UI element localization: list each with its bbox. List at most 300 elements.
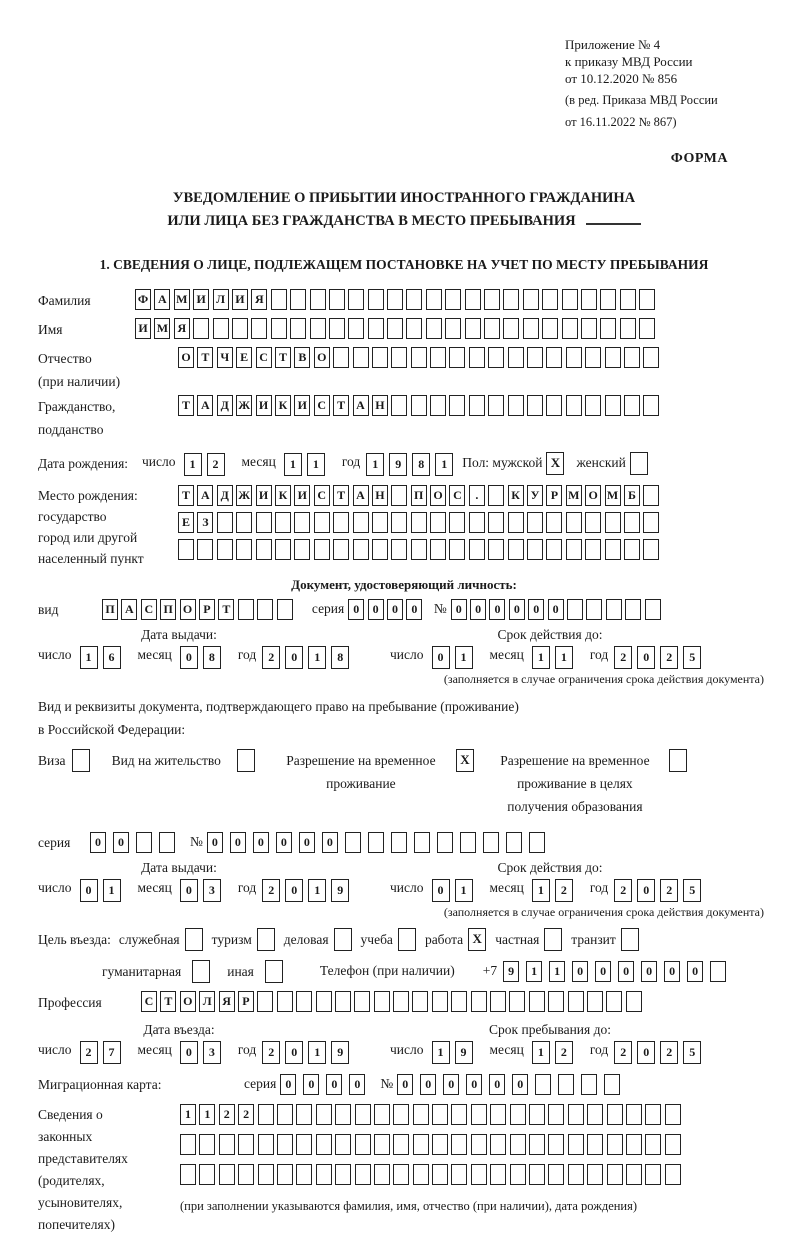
char-cell[interactable] bbox=[568, 1134, 584, 1155]
char-cell[interactable] bbox=[414, 832, 430, 853]
char-cell[interactable]: И bbox=[294, 485, 310, 506]
char-cell[interactable] bbox=[277, 599, 293, 620]
char-cell[interactable] bbox=[587, 1134, 603, 1155]
char-cell[interactable] bbox=[643, 485, 659, 506]
char-cell[interactable] bbox=[411, 347, 427, 368]
char-cell[interactable] bbox=[567, 599, 583, 620]
char-cell[interactable] bbox=[199, 1134, 215, 1155]
char-cell[interactable]: О bbox=[585, 485, 601, 506]
char-cell[interactable] bbox=[449, 395, 465, 416]
char-cell[interactable] bbox=[665, 1134, 681, 1155]
char-cell[interactable] bbox=[625, 599, 641, 620]
char-cell[interactable]: 2 bbox=[219, 1104, 235, 1125]
char-cell[interactable] bbox=[411, 512, 427, 533]
char-cell[interactable] bbox=[527, 347, 543, 368]
char-cell[interactable] bbox=[432, 1104, 448, 1125]
char-cell[interactable] bbox=[159, 832, 175, 853]
char-cell[interactable] bbox=[643, 539, 659, 560]
char-cell[interactable]: 9 bbox=[389, 453, 407, 476]
char-cell[interactable] bbox=[411, 395, 427, 416]
char-cell[interactable]: А bbox=[121, 599, 137, 620]
char-cell[interactable] bbox=[275, 512, 291, 533]
char-cell[interactable] bbox=[510, 1164, 526, 1185]
char-cell[interactable]: 6 bbox=[103, 646, 121, 669]
char-cell[interactable] bbox=[568, 1104, 584, 1125]
char-cell[interactable]: 0 bbox=[80, 879, 98, 902]
char-cell[interactable] bbox=[665, 1164, 681, 1185]
char-cell[interactable] bbox=[310, 318, 326, 339]
char-cell[interactable] bbox=[605, 512, 621, 533]
char-cell[interactable] bbox=[562, 318, 578, 339]
char-cell[interactable]: Р bbox=[199, 599, 215, 620]
char-cell[interactable] bbox=[368, 289, 384, 310]
char-cell[interactable] bbox=[353, 512, 369, 533]
char-cell[interactable] bbox=[506, 832, 522, 853]
char-cell[interactable]: 2 bbox=[614, 1041, 632, 1064]
char-cell[interactable] bbox=[469, 395, 485, 416]
char-cell[interactable] bbox=[529, 1104, 545, 1125]
char-cell[interactable]: 8 bbox=[412, 453, 430, 476]
char-cell[interactable] bbox=[294, 512, 310, 533]
char-cell[interactable] bbox=[329, 289, 345, 310]
char-cell[interactable]: 1 bbox=[532, 1041, 550, 1064]
char-cell[interactable]: О bbox=[430, 485, 446, 506]
char-cell[interactable]: 0 bbox=[572, 961, 588, 982]
char-cell[interactable]: 0 bbox=[470, 599, 486, 620]
char-cell[interactable] bbox=[333, 539, 349, 560]
char-cell[interactable]: 0 bbox=[322, 832, 338, 853]
char-cell[interactable] bbox=[316, 991, 332, 1012]
char-cell[interactable] bbox=[643, 395, 659, 416]
char-cell[interactable] bbox=[430, 395, 446, 416]
char-cell[interactable]: . bbox=[469, 485, 485, 506]
char-cell[interactable] bbox=[620, 289, 636, 310]
char-cell[interactable] bbox=[426, 289, 442, 310]
char-cell[interactable] bbox=[413, 1134, 429, 1155]
char-cell[interactable] bbox=[374, 1104, 390, 1125]
char-cell[interactable] bbox=[471, 1104, 487, 1125]
char-cell[interactable] bbox=[445, 289, 461, 310]
char-cell[interactable] bbox=[585, 512, 601, 533]
char-cell[interactable]: Р bbox=[238, 991, 254, 1012]
char-cell[interactable]: 1 bbox=[532, 646, 550, 669]
char-cell[interactable] bbox=[333, 512, 349, 533]
char-cell[interactable]: 9 bbox=[331, 1041, 349, 1064]
char-cell[interactable]: 0 bbox=[207, 832, 223, 853]
char-cell[interactable]: И bbox=[135, 318, 151, 339]
visa-checkbox[interactable] bbox=[72, 749, 90, 772]
char-cell[interactable] bbox=[529, 991, 545, 1012]
purpose-private-checkbox[interactable] bbox=[544, 928, 562, 951]
char-cell[interactable] bbox=[449, 539, 465, 560]
char-cell[interactable]: 2 bbox=[262, 646, 280, 669]
char-cell[interactable] bbox=[290, 289, 306, 310]
char-cell[interactable]: Ж bbox=[236, 485, 252, 506]
char-cell[interactable] bbox=[391, 485, 407, 506]
char-cell[interactable]: 0 bbox=[397, 1074, 413, 1095]
char-cell[interactable] bbox=[488, 539, 504, 560]
char-cell[interactable] bbox=[296, 1104, 312, 1125]
purpose-humanitarian-checkbox[interactable] bbox=[192, 960, 210, 983]
char-cell[interactable] bbox=[490, 991, 506, 1012]
char-cell[interactable]: Т bbox=[218, 599, 234, 620]
char-cell[interactable] bbox=[368, 318, 384, 339]
sex-female-checkbox[interactable] bbox=[630, 452, 648, 475]
char-cell[interactable] bbox=[527, 512, 543, 533]
char-cell[interactable]: Т bbox=[160, 991, 176, 1012]
char-cell[interactable] bbox=[217, 512, 233, 533]
char-cell[interactable] bbox=[391, 832, 407, 853]
char-cell[interactable] bbox=[256, 512, 272, 533]
char-cell[interactable]: Н bbox=[372, 485, 388, 506]
char-cell[interactable] bbox=[607, 1134, 623, 1155]
char-cell[interactable] bbox=[585, 395, 601, 416]
char-cell[interactable] bbox=[232, 318, 248, 339]
char-cell[interactable]: 0 bbox=[90, 832, 106, 853]
char-cell[interactable]: И bbox=[294, 395, 310, 416]
char-cell[interactable] bbox=[624, 395, 640, 416]
char-cell[interactable] bbox=[460, 832, 476, 853]
char-cell[interactable] bbox=[238, 1164, 254, 1185]
char-cell[interactable] bbox=[510, 1104, 526, 1125]
char-cell[interactable]: 7 bbox=[103, 1041, 121, 1064]
char-cell[interactable] bbox=[508, 347, 524, 368]
char-cell[interactable] bbox=[412, 991, 428, 1012]
char-cell[interactable] bbox=[251, 318, 267, 339]
char-cell[interactable] bbox=[523, 289, 539, 310]
char-cell[interactable]: 8 bbox=[331, 646, 349, 669]
char-cell[interactable]: 0 bbox=[387, 599, 403, 620]
char-cell[interactable]: 0 bbox=[528, 599, 544, 620]
char-cell[interactable]: Л bbox=[199, 991, 215, 1012]
char-cell[interactable] bbox=[471, 991, 487, 1012]
char-cell[interactable] bbox=[430, 512, 446, 533]
char-cell[interactable] bbox=[527, 539, 543, 560]
char-cell[interactable]: И bbox=[232, 289, 248, 310]
char-cell[interactable] bbox=[391, 347, 407, 368]
char-cell[interactable]: 2 bbox=[207, 453, 225, 476]
char-cell[interactable]: 1 bbox=[199, 1104, 215, 1125]
char-cell[interactable] bbox=[510, 1134, 526, 1155]
char-cell[interactable] bbox=[546, 395, 562, 416]
char-cell[interactable] bbox=[665, 1104, 681, 1125]
char-cell[interactable] bbox=[406, 318, 422, 339]
char-cell[interactable] bbox=[258, 1164, 274, 1185]
char-cell[interactable]: 0 bbox=[326, 1074, 342, 1095]
char-cell[interactable] bbox=[585, 539, 601, 560]
char-cell[interactable] bbox=[393, 1164, 409, 1185]
char-cell[interactable]: Е bbox=[236, 347, 252, 368]
char-cell[interactable]: К bbox=[275, 485, 291, 506]
char-cell[interactable]: Я bbox=[251, 289, 267, 310]
char-cell[interactable] bbox=[523, 318, 539, 339]
char-cell[interactable] bbox=[451, 991, 467, 1012]
char-cell[interactable] bbox=[645, 1104, 661, 1125]
char-cell[interactable] bbox=[355, 1164, 371, 1185]
char-cell[interactable] bbox=[581, 1074, 597, 1095]
char-cell[interactable] bbox=[508, 395, 524, 416]
char-cell[interactable] bbox=[296, 1134, 312, 1155]
char-cell[interactable]: 2 bbox=[238, 1104, 254, 1125]
char-cell[interactable] bbox=[587, 1164, 603, 1185]
char-cell[interactable] bbox=[372, 347, 388, 368]
char-cell[interactable] bbox=[607, 1164, 623, 1185]
char-cell[interactable] bbox=[271, 289, 287, 310]
char-cell[interactable] bbox=[581, 289, 597, 310]
char-cell[interactable] bbox=[199, 1164, 215, 1185]
char-cell[interactable]: Б bbox=[624, 485, 640, 506]
char-cell[interactable] bbox=[626, 1134, 642, 1155]
char-cell[interactable] bbox=[488, 485, 504, 506]
char-cell[interactable] bbox=[604, 1074, 620, 1095]
char-cell[interactable] bbox=[316, 1104, 332, 1125]
char-cell[interactable]: 2 bbox=[555, 1041, 573, 1064]
char-cell[interactable]: 9 bbox=[503, 961, 519, 982]
char-cell[interactable] bbox=[465, 318, 481, 339]
char-cell[interactable] bbox=[354, 991, 370, 1012]
char-cell[interactable] bbox=[393, 1104, 409, 1125]
char-cell[interactable] bbox=[566, 512, 582, 533]
char-cell[interactable] bbox=[277, 1134, 293, 1155]
char-cell[interactable] bbox=[488, 395, 504, 416]
char-cell[interactable] bbox=[355, 1104, 371, 1125]
char-cell[interactable] bbox=[529, 1134, 545, 1155]
temp-residence-education-checkbox[interactable] bbox=[669, 749, 687, 772]
char-cell[interactable] bbox=[257, 991, 273, 1012]
char-cell[interactable] bbox=[430, 347, 446, 368]
char-cell[interactable] bbox=[624, 512, 640, 533]
char-cell[interactable] bbox=[605, 347, 621, 368]
char-cell[interactable] bbox=[503, 318, 519, 339]
char-cell[interactable] bbox=[626, 1104, 642, 1125]
char-cell[interactable] bbox=[626, 991, 642, 1012]
char-cell[interactable] bbox=[639, 318, 655, 339]
char-cell[interactable]: 0 bbox=[368, 599, 384, 620]
char-cell[interactable]: 0 bbox=[420, 1074, 436, 1095]
char-cell[interactable]: 2 bbox=[614, 646, 632, 669]
char-cell[interactable] bbox=[258, 1134, 274, 1155]
char-cell[interactable] bbox=[271, 318, 287, 339]
char-cell[interactable]: 9 bbox=[455, 1041, 473, 1064]
char-cell[interactable]: Ж bbox=[236, 395, 252, 416]
char-cell[interactable] bbox=[353, 539, 369, 560]
char-cell[interactable] bbox=[566, 347, 582, 368]
char-cell[interactable] bbox=[548, 1104, 564, 1125]
purpose-other-checkbox[interactable] bbox=[265, 960, 283, 983]
char-cell[interactable]: 1 bbox=[455, 879, 473, 902]
char-cell[interactable]: 0 bbox=[180, 646, 198, 669]
char-cell[interactable]: Т bbox=[178, 395, 194, 416]
char-cell[interactable] bbox=[566, 539, 582, 560]
char-cell[interactable]: 0 bbox=[664, 961, 680, 982]
char-cell[interactable]: А bbox=[197, 395, 213, 416]
char-cell[interactable] bbox=[329, 318, 345, 339]
char-cell[interactable] bbox=[335, 1134, 351, 1155]
char-cell[interactable]: 0 bbox=[299, 832, 315, 853]
char-cell[interactable]: М bbox=[566, 485, 582, 506]
char-cell[interactable]: П bbox=[160, 599, 176, 620]
char-cell[interactable]: А bbox=[197, 485, 213, 506]
char-cell[interactable]: 1 bbox=[184, 453, 202, 476]
char-cell[interactable]: 1 bbox=[308, 1041, 326, 1064]
char-cell[interactable]: 0 bbox=[548, 599, 564, 620]
char-cell[interactable] bbox=[503, 289, 519, 310]
char-cell[interactable] bbox=[391, 395, 407, 416]
char-cell[interactable] bbox=[406, 289, 422, 310]
residence-permit-checkbox[interactable] bbox=[237, 749, 255, 772]
char-cell[interactable] bbox=[413, 1104, 429, 1125]
char-cell[interactable] bbox=[348, 289, 364, 310]
char-cell[interactable] bbox=[585, 347, 601, 368]
char-cell[interactable] bbox=[294, 539, 310, 560]
char-cell[interactable] bbox=[316, 1134, 332, 1155]
char-cell[interactable]: 1 bbox=[435, 453, 453, 476]
char-cell[interactable]: 0 bbox=[303, 1074, 319, 1095]
purpose-tourism-checkbox[interactable] bbox=[257, 928, 275, 951]
char-cell[interactable] bbox=[490, 1164, 506, 1185]
char-cell[interactable] bbox=[586, 599, 602, 620]
char-cell[interactable]: И bbox=[256, 485, 272, 506]
char-cell[interactable]: 0 bbox=[285, 646, 303, 669]
char-cell[interactable]: Т bbox=[333, 395, 349, 416]
char-cell[interactable]: А bbox=[353, 485, 369, 506]
char-cell[interactable] bbox=[643, 347, 659, 368]
char-cell[interactable]: 2 bbox=[614, 879, 632, 902]
char-cell[interactable] bbox=[277, 1164, 293, 1185]
char-cell[interactable]: 0 bbox=[432, 646, 450, 669]
char-cell[interactable] bbox=[314, 539, 330, 560]
purpose-official-checkbox[interactable] bbox=[185, 928, 203, 951]
char-cell[interactable] bbox=[535, 1074, 551, 1095]
char-cell[interactable] bbox=[430, 539, 446, 560]
char-cell[interactable]: 1 bbox=[526, 961, 542, 982]
char-cell[interactable]: 0 bbox=[512, 1074, 528, 1095]
char-cell[interactable]: 2 bbox=[262, 1041, 280, 1064]
char-cell[interactable]: М bbox=[154, 318, 170, 339]
char-cell[interactable] bbox=[180, 1164, 196, 1185]
char-cell[interactable] bbox=[445, 318, 461, 339]
char-cell[interactable]: Я bbox=[174, 318, 190, 339]
char-cell[interactable] bbox=[316, 1164, 332, 1185]
char-cell[interactable]: К bbox=[275, 395, 291, 416]
char-cell[interactable]: С bbox=[141, 991, 157, 1012]
char-cell[interactable]: П bbox=[411, 485, 427, 506]
char-cell[interactable]: 0 bbox=[489, 1074, 505, 1095]
char-cell[interactable]: Я bbox=[219, 991, 235, 1012]
char-cell[interactable]: Т bbox=[178, 485, 194, 506]
char-cell[interactable]: 1 bbox=[555, 646, 573, 669]
char-cell[interactable]: З bbox=[197, 512, 213, 533]
char-cell[interactable]: Е bbox=[178, 512, 194, 533]
char-cell[interactable]: У bbox=[527, 485, 543, 506]
char-cell[interactable]: А bbox=[353, 395, 369, 416]
char-cell[interactable] bbox=[484, 289, 500, 310]
char-cell[interactable] bbox=[178, 539, 194, 560]
char-cell[interactable] bbox=[393, 991, 409, 1012]
char-cell[interactable] bbox=[277, 991, 293, 1012]
char-cell[interactable]: О bbox=[314, 347, 330, 368]
char-cell[interactable] bbox=[639, 289, 655, 310]
char-cell[interactable] bbox=[296, 1164, 312, 1185]
char-cell[interactable] bbox=[219, 1164, 235, 1185]
char-cell[interactable] bbox=[529, 832, 545, 853]
char-cell[interactable] bbox=[374, 1164, 390, 1185]
char-cell[interactable]: Н bbox=[372, 395, 388, 416]
char-cell[interactable]: Ф bbox=[135, 289, 151, 310]
char-cell[interactable] bbox=[372, 539, 388, 560]
char-cell[interactable] bbox=[568, 991, 584, 1012]
char-cell[interactable] bbox=[238, 599, 254, 620]
char-cell[interactable]: М bbox=[605, 485, 621, 506]
char-cell[interactable] bbox=[469, 347, 485, 368]
char-cell[interactable]: 1 bbox=[532, 879, 550, 902]
char-cell[interactable]: 2 bbox=[660, 879, 678, 902]
char-cell[interactable] bbox=[710, 961, 726, 982]
char-cell[interactable]: 0 bbox=[230, 832, 246, 853]
char-cell[interactable]: 0 bbox=[489, 599, 505, 620]
char-cell[interactable] bbox=[236, 512, 252, 533]
char-cell[interactable] bbox=[606, 599, 622, 620]
char-cell[interactable] bbox=[413, 1164, 429, 1185]
char-cell[interactable] bbox=[374, 1134, 390, 1155]
char-cell[interactable] bbox=[587, 1104, 603, 1125]
char-cell[interactable] bbox=[605, 539, 621, 560]
char-cell[interactable]: С bbox=[314, 395, 330, 416]
char-cell[interactable]: 0 bbox=[509, 599, 525, 620]
char-cell[interactable] bbox=[624, 539, 640, 560]
char-cell[interactable] bbox=[548, 991, 564, 1012]
purpose-business-checkbox[interactable] bbox=[334, 928, 352, 951]
char-cell[interactable] bbox=[432, 991, 448, 1012]
char-cell[interactable] bbox=[296, 991, 312, 1012]
char-cell[interactable]: 2 bbox=[262, 879, 280, 902]
char-cell[interactable]: 0 bbox=[443, 1074, 459, 1095]
char-cell[interactable] bbox=[645, 599, 661, 620]
char-cell[interactable] bbox=[314, 512, 330, 533]
char-cell[interactable] bbox=[310, 289, 326, 310]
char-cell[interactable]: С bbox=[141, 599, 157, 620]
char-cell[interactable] bbox=[353, 347, 369, 368]
char-cell[interactable]: 3 bbox=[203, 879, 221, 902]
char-cell[interactable] bbox=[213, 318, 229, 339]
char-cell[interactable] bbox=[335, 991, 351, 1012]
char-cell[interactable]: 0 bbox=[113, 832, 129, 853]
char-cell[interactable] bbox=[542, 318, 558, 339]
char-cell[interactable]: П bbox=[102, 599, 118, 620]
char-cell[interactable]: А bbox=[154, 289, 170, 310]
char-cell[interactable]: 0 bbox=[280, 1074, 296, 1095]
char-cell[interactable] bbox=[469, 539, 485, 560]
char-cell[interactable] bbox=[437, 832, 453, 853]
char-cell[interactable] bbox=[546, 347, 562, 368]
purpose-work-checkbox[interactable]: X bbox=[468, 928, 486, 951]
char-cell[interactable] bbox=[484, 318, 500, 339]
char-cell[interactable] bbox=[581, 318, 597, 339]
char-cell[interactable] bbox=[258, 1104, 274, 1125]
purpose-study-checkbox[interactable] bbox=[398, 928, 416, 951]
char-cell[interactable]: Ч bbox=[217, 347, 233, 368]
char-cell[interactable]: 2 bbox=[80, 1041, 98, 1064]
char-cell[interactable]: С bbox=[256, 347, 272, 368]
char-cell[interactable] bbox=[368, 832, 384, 853]
char-cell[interactable]: Р bbox=[546, 485, 562, 506]
char-cell[interactable] bbox=[290, 318, 306, 339]
char-cell[interactable] bbox=[509, 991, 525, 1012]
char-cell[interactable] bbox=[469, 512, 485, 533]
char-cell[interactable] bbox=[546, 512, 562, 533]
char-cell[interactable]: О bbox=[180, 599, 196, 620]
char-cell[interactable]: 0 bbox=[618, 961, 634, 982]
